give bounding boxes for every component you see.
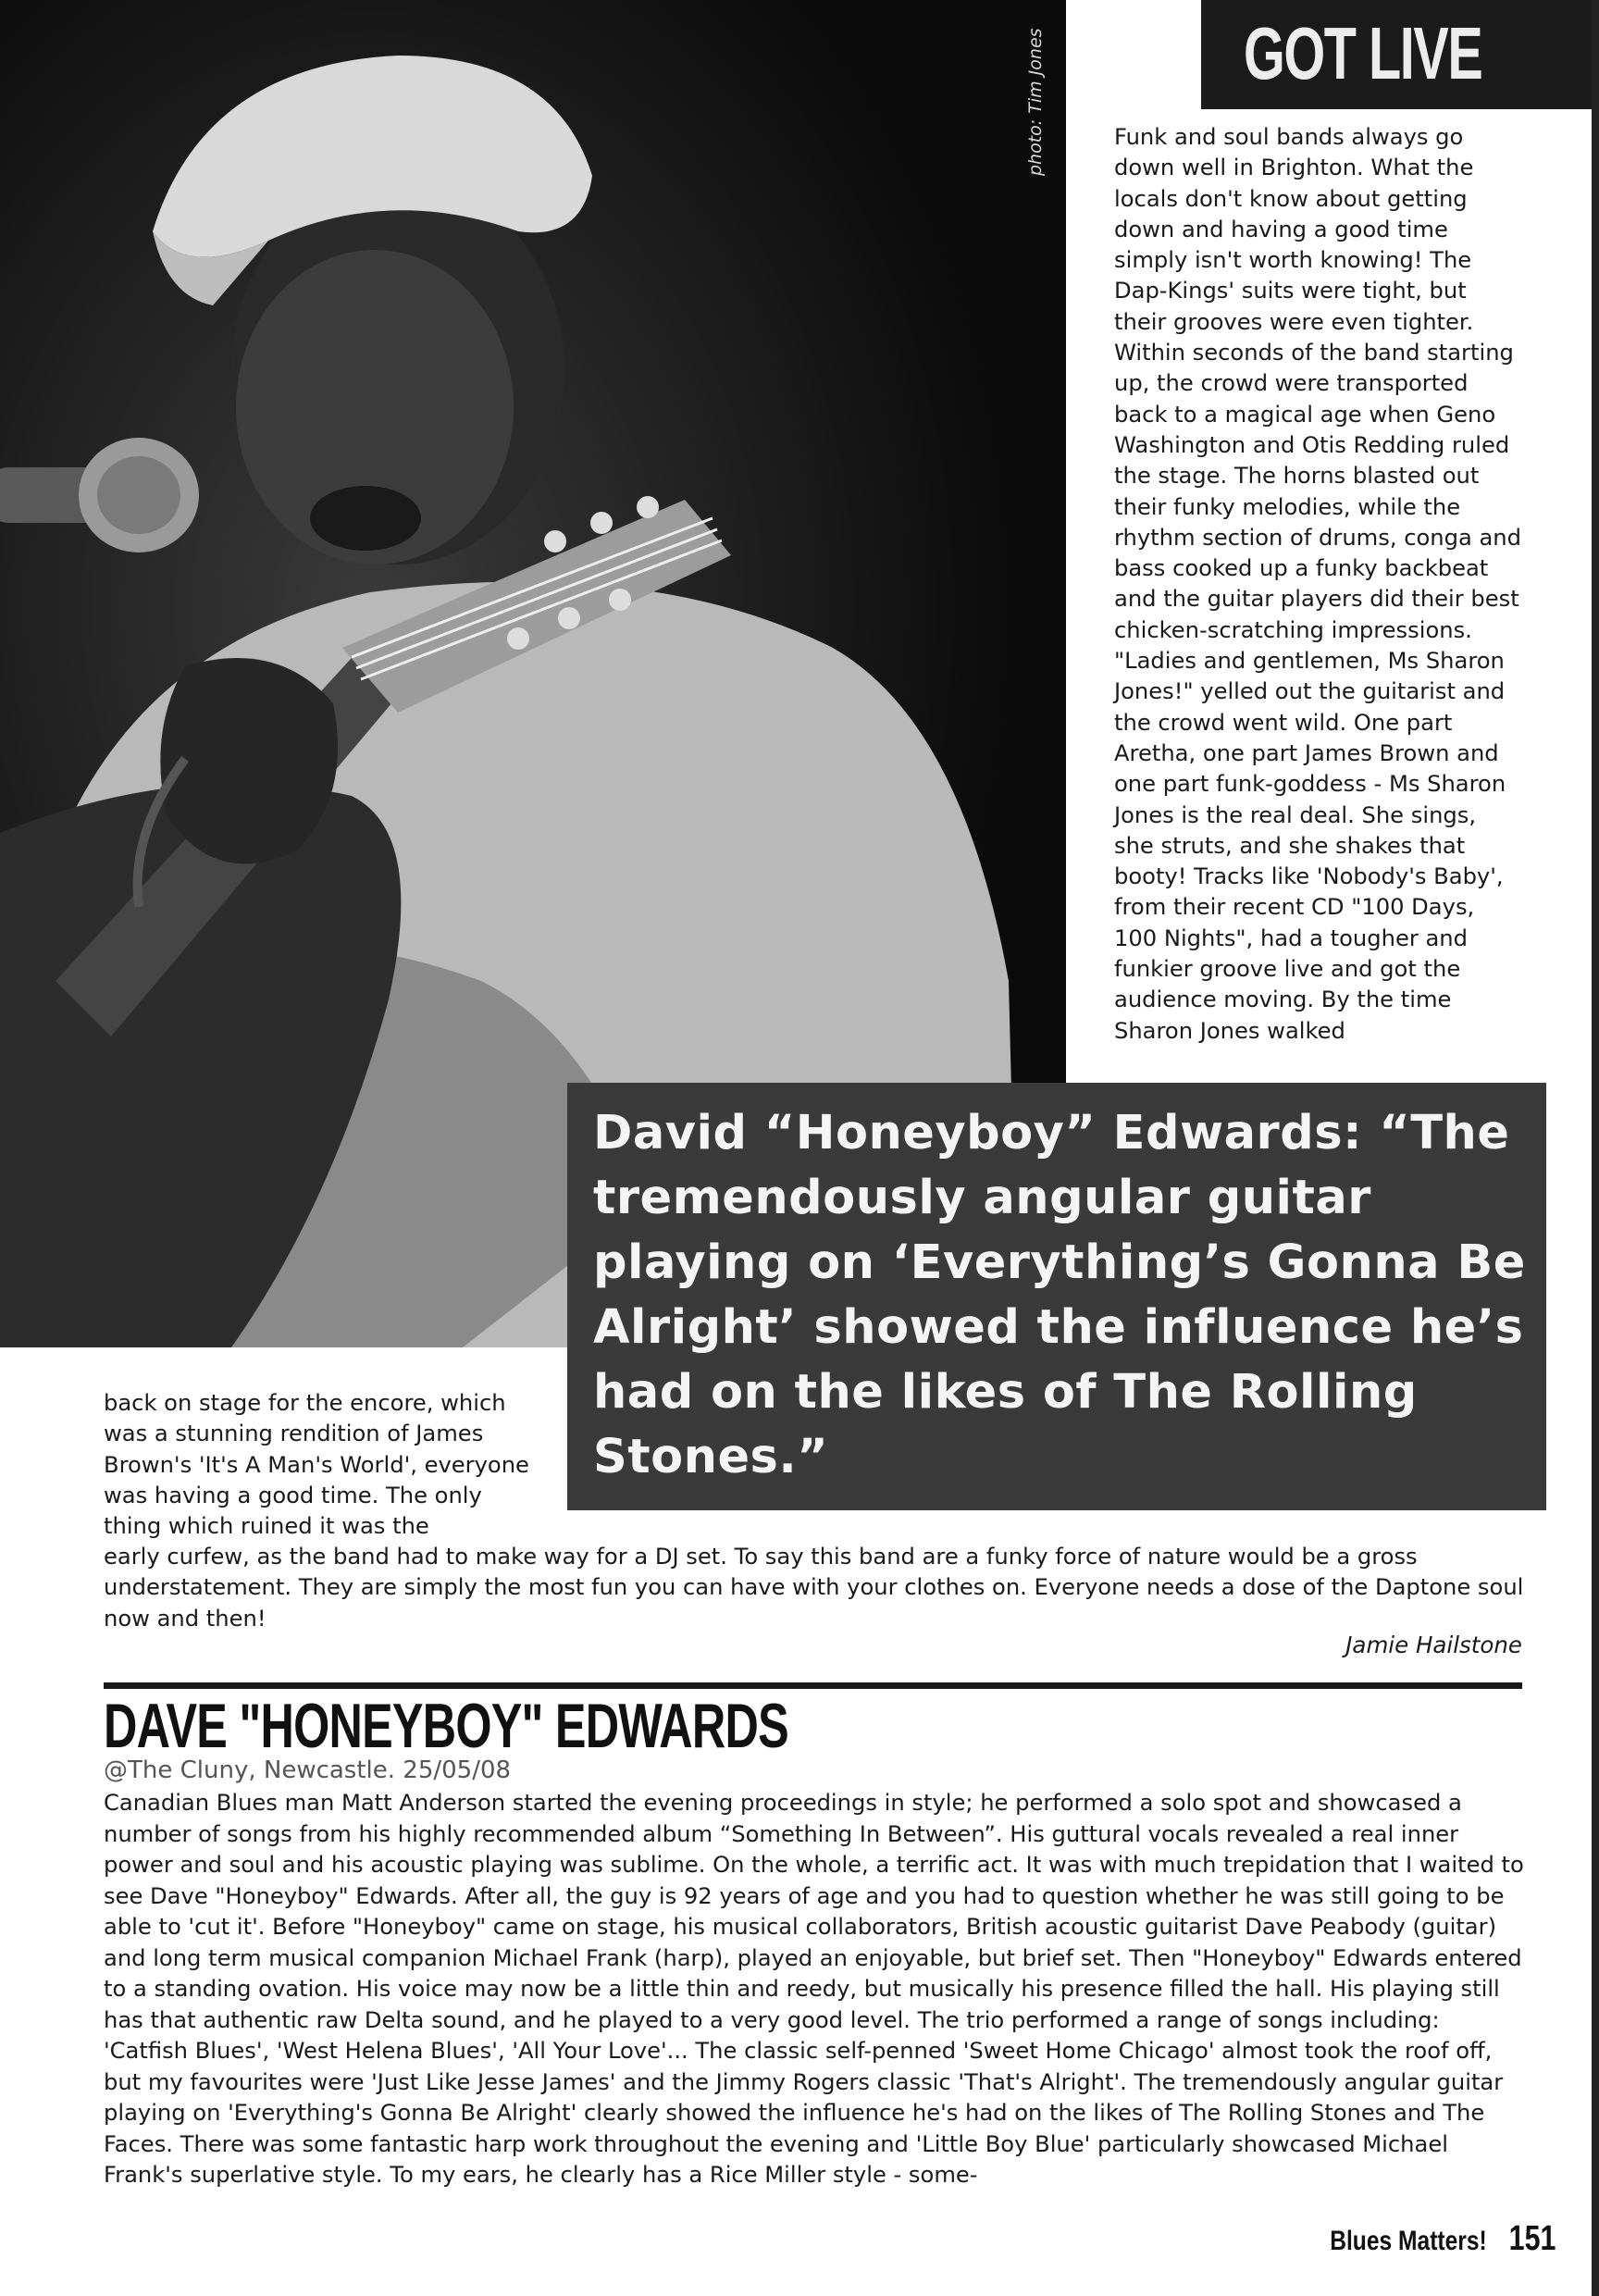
review1-author: Jamie Hailstone <box>1345 1632 1522 1658</box>
review2-venue: @The Cluny, Newcastle. 25/05/08 <box>104 1756 512 1784</box>
review2-body: Canadian Blues man Matt Anderson started the evening proceedings in style; he performed a solo spot and showcased a number of songs from his highly recommended album “Something In Between”. His guttural vocals revealed a real inner power and soul and his acoustic playing was sublime. On the whole, a terrific act. It was with much trepidation that I waited to see Dave "Honeyboy" Edwards. After all, the guy is 92 years of age and you had to question whether he was still going to be able to 'cut it'. Before "Honeyboy" came on stage, his musical collaborators, British acoustic guitarist Dave Peabody (guitar) and long term musical companion Michael Frank (harp), played an enjoyable, but brief set. Then "Honeyboy" Edwards entered to a standing ovation. His voice may now be a little thin and reedy, but musically his presence filled the hall. His playing still has that authentic raw Delta sound, and he played to a very good level. The trio performed a range of songs including: 'Catfish Blues', 'West Helena Blues', 'All Your Love'... The classic self-penned 'Sweet Home Chicago' almost took the roof off, but my favourites were 'Just Like Jesse James' and the Jimmy Rogers classic 'That's Alright'. The tremendously angular guitar playing on 'Everything's Gonna Be Alright' clearly showed the influence he's had on the likes of The Rolling Stones and The Faces. There was some fantastic harp work throughout the evening and 'Little Boy Blue' particularly showcased Michael Frank's superlative style. To my ears, he clearly has a Rice Miller style - some- <box>104 1790 1524 2188</box>
pull-quote-text: David “Honeyboy” Edwards: “The tremendously angular guitar playing on ‘Everything’s Gonna Be Alright’ showed the influence he’s had on the likes of The Rolling Stones.” <box>593 1106 1526 1484</box>
photo-credit: photo: Tim Jones <box>1025 28 1046 176</box>
scan-edge <box>1592 0 1599 2296</box>
review1-column-full: early curfew, as the band had to make way for a DJ set. To say this band are a funky force of nature would be a gross understatement. They are simply the most fun you can have with your clothes on. Everyone needs a dose of the Daptone soul now and then! <box>104 1544 1524 1632</box>
review1-column-right: Funk and soul bands always go down well in Brighton. What the locals don't know about getting down and having a good time simply isn't worth knowing! The Dap-Kings' suits were tight, but their grooves were even tighter. Within seconds of the band starting up, the crowd were transported back to a magical age when Geno Washington and Otis Redding ruled the stage. The horns blasted out their funky melodies, while the rhythm section of drums, conga and bass cooked up a funky backbeat and the guitar players did their best chicken-scratching impressions. "Ladies and gentlemen, Ms Sharon Jones!" yelled out the guitarist and the crowd went wild. One part Aretha, one part James Brown and one part funk-goddess - Ms Sharon Jones is the real deal. She sings, she struts, and she shakes that booty! Tracks like 'Nobody's Baby', from their recent CD "100 Days, 100 Nights", had a tougher and funkier groove live and got the audience moving. By the time Sharon Jones walked <box>1114 124 1521 1044</box>
section-tab <box>1201 0 1599 109</box>
page-number: 151 <box>1508 2219 1556 2258</box>
section-divider <box>104 1682 1522 1689</box>
review2-headline: DAVE "HONEYBOY" EDWARDS <box>104 1691 788 1761</box>
section-title: GOT LIVE <box>1244 12 1482 94</box>
magazine-name: Blues Matters! <box>1330 2226 1487 2256</box>
page-footer <box>1295 2219 1556 2259</box>
pull-quote-box <box>567 1083 1546 1510</box>
review1-column-left: back on stage for the encore, which was a stunning rendition of James Brown's 'It's A Man's World', everyone was having a good time. The only thing which ruined it was the <box>104 1390 529 1540</box>
